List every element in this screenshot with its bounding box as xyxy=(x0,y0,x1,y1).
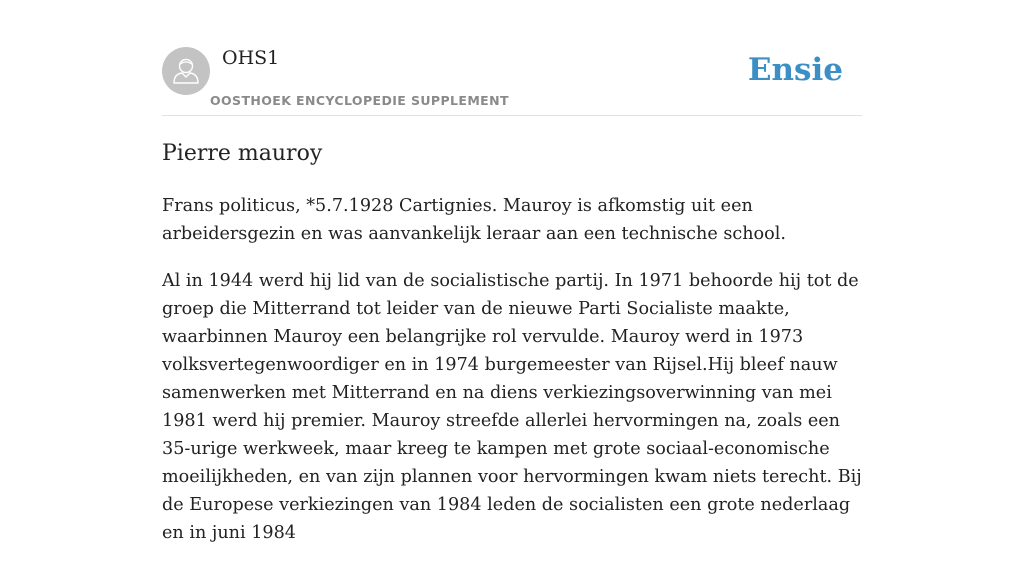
article-title: Pierre mauroy xyxy=(162,141,323,166)
source-header xyxy=(162,0,862,116)
article-paragraph-2: Al in 1944 werd hij lid van de socialistische partij. In 1971 behoorde hij tot de groep die Mitterrand tot leider van de nieuwe Parti Socialiste maakte, waarbinnen Mauroy een belangrijke rol vervulde. Mauroy werd in 1973 volksvertegenwoordiger en in 1974 burgemeester van Rijsel.Hij bleef nauw samenwerken met Mitterrand en na diens verkiezingsoverwinning van mei 1981 werd hij premier. Mauroy streefde allerlei hervormingen na, zoals een 35-urige werkweek, maar kreeg te kampen met grote sociaal-economische moeilijkheden, en van zijn plannen voor hervormingen kwam niets terecht. Bij de Europese verkiezingen van 1984 leden de socialisten een grote nederlaag en in juni 1984 xyxy=(162,271,862,543)
ensie-logo-link[interactable]: Ensie xyxy=(747,52,843,88)
article-paragraph-1: Frans politicus, *5.7.1928 Cartignies. Mauroy is afkomstig uit een arbeidersgezin en was aanvankelijk leraar aan een technische school. xyxy=(162,196,786,244)
user-icon[interactable] xyxy=(162,47,210,95)
article-body xyxy=(162,192,862,566)
source-name[interactable]: OOSTHOEK ENCYCLOPEDIE SUPPLEMENT xyxy=(210,93,509,108)
content-column xyxy=(162,0,862,543)
source-code[interactable]: OHS1 xyxy=(222,47,280,69)
